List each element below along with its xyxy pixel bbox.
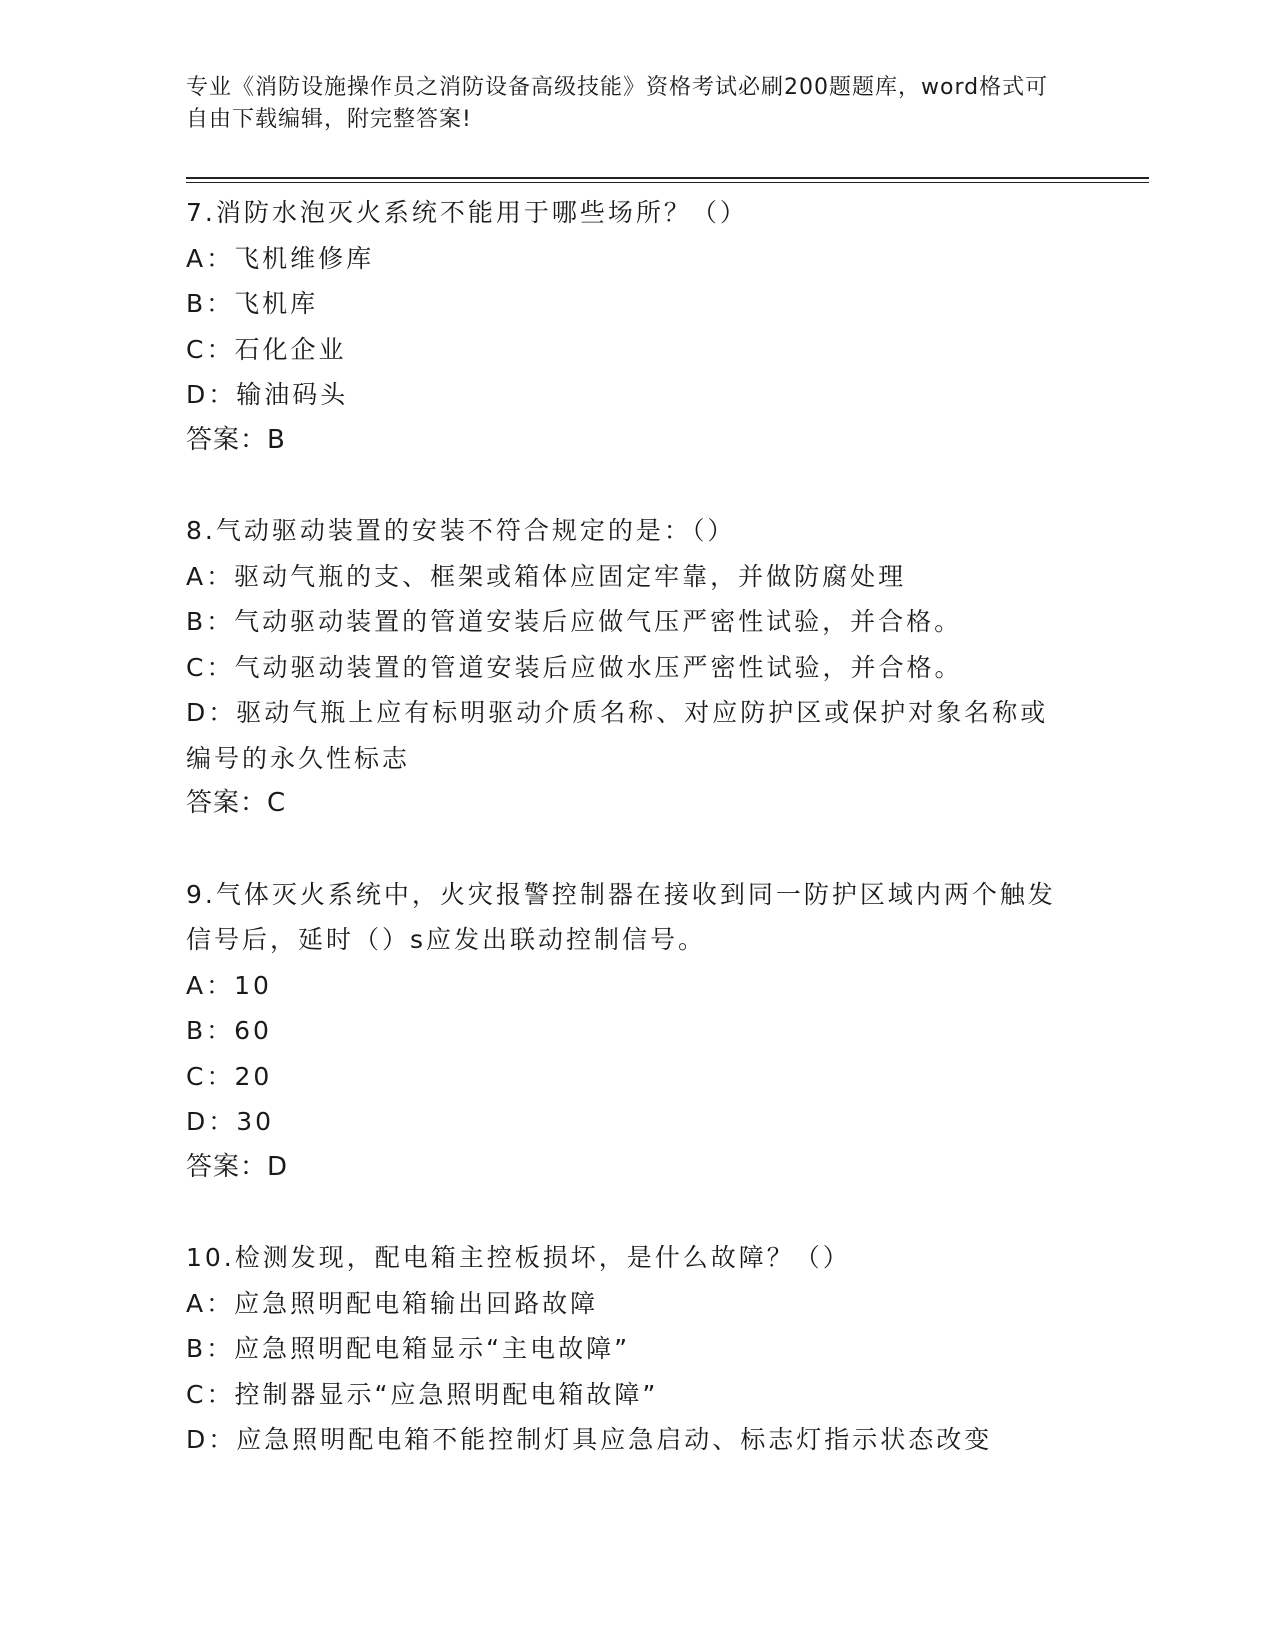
option-b: B：飞机库 bbox=[186, 289, 319, 318]
question-7 bbox=[186, 190, 1066, 463]
option-d: D：驱动气瓶上应有标明驱动介质名称、对应防护区或保护对象名称或编号的永久性标志 bbox=[186, 698, 1049, 773]
option-d: D：30 bbox=[186, 1107, 275, 1136]
option-b: B：60 bbox=[186, 1016, 272, 1045]
option-a: A：驱动气瓶的支、框架或箱体应固定牢靠，并做防腐处理 bbox=[186, 561, 907, 591]
question-stem: 7.消防水泡灭火系统不能用于哪些场所？（） bbox=[186, 198, 748, 227]
option-b: B：应急照明配电箱显示“主电故障” bbox=[186, 1334, 631, 1363]
option-c: C：20 bbox=[186, 1061, 273, 1091]
option-c: C：石化企业 bbox=[186, 334, 347, 364]
option-a: A：10 bbox=[186, 970, 272, 1000]
header-divider-thick bbox=[186, 177, 1149, 179]
question-stem: 9.气体灭火系统中，火灾报警控制器在接收到同一防护区域内两个触发信号后，延时（）s应发出联动控制信号。 bbox=[186, 879, 1056, 954]
option-d: D：输油码头 bbox=[186, 380, 349, 409]
answer-text: 答案：B bbox=[186, 424, 286, 455]
question-9 bbox=[186, 872, 1066, 1191]
question-list bbox=[186, 190, 1066, 1508]
question-8 bbox=[186, 508, 1066, 827]
option-c: C：气动驱动装置的管道安装后应做水压严密性试验，并合格。 bbox=[186, 652, 963, 682]
option-b: B：气动驱动装置的管道安装后应做气压严密性试验，并合格。 bbox=[186, 607, 963, 636]
option-a: A：应急照明配电箱输出回路故障 bbox=[186, 1288, 599, 1318]
question-stem: 10.检测发现，配电箱主控板损坏，是什么故障？（） bbox=[186, 1243, 851, 1272]
answer-text: 答案：C bbox=[186, 788, 287, 818]
option-c: C：控制器显示“应急照明配电箱故障” bbox=[186, 1379, 659, 1409]
header-divider-thin bbox=[186, 182, 1149, 183]
option-a: A：飞机维修库 bbox=[186, 243, 375, 273]
question-stem: 8.气动驱动装置的安装不符合规定的是：（） bbox=[186, 516, 736, 545]
document-header-intro: 专业《消防设施操作员之消防设备高级技能》资格考试必刷200题题库，word格式可自由下载编辑，附完整答案! bbox=[186, 75, 1049, 132]
option-d: D：应急照明配电箱不能控制灯具应急启动、标志灯指示状态改变 bbox=[186, 1425, 993, 1454]
answer-text: 答案：D bbox=[186, 1151, 289, 1182]
question-10 bbox=[186, 1235, 1066, 1463]
